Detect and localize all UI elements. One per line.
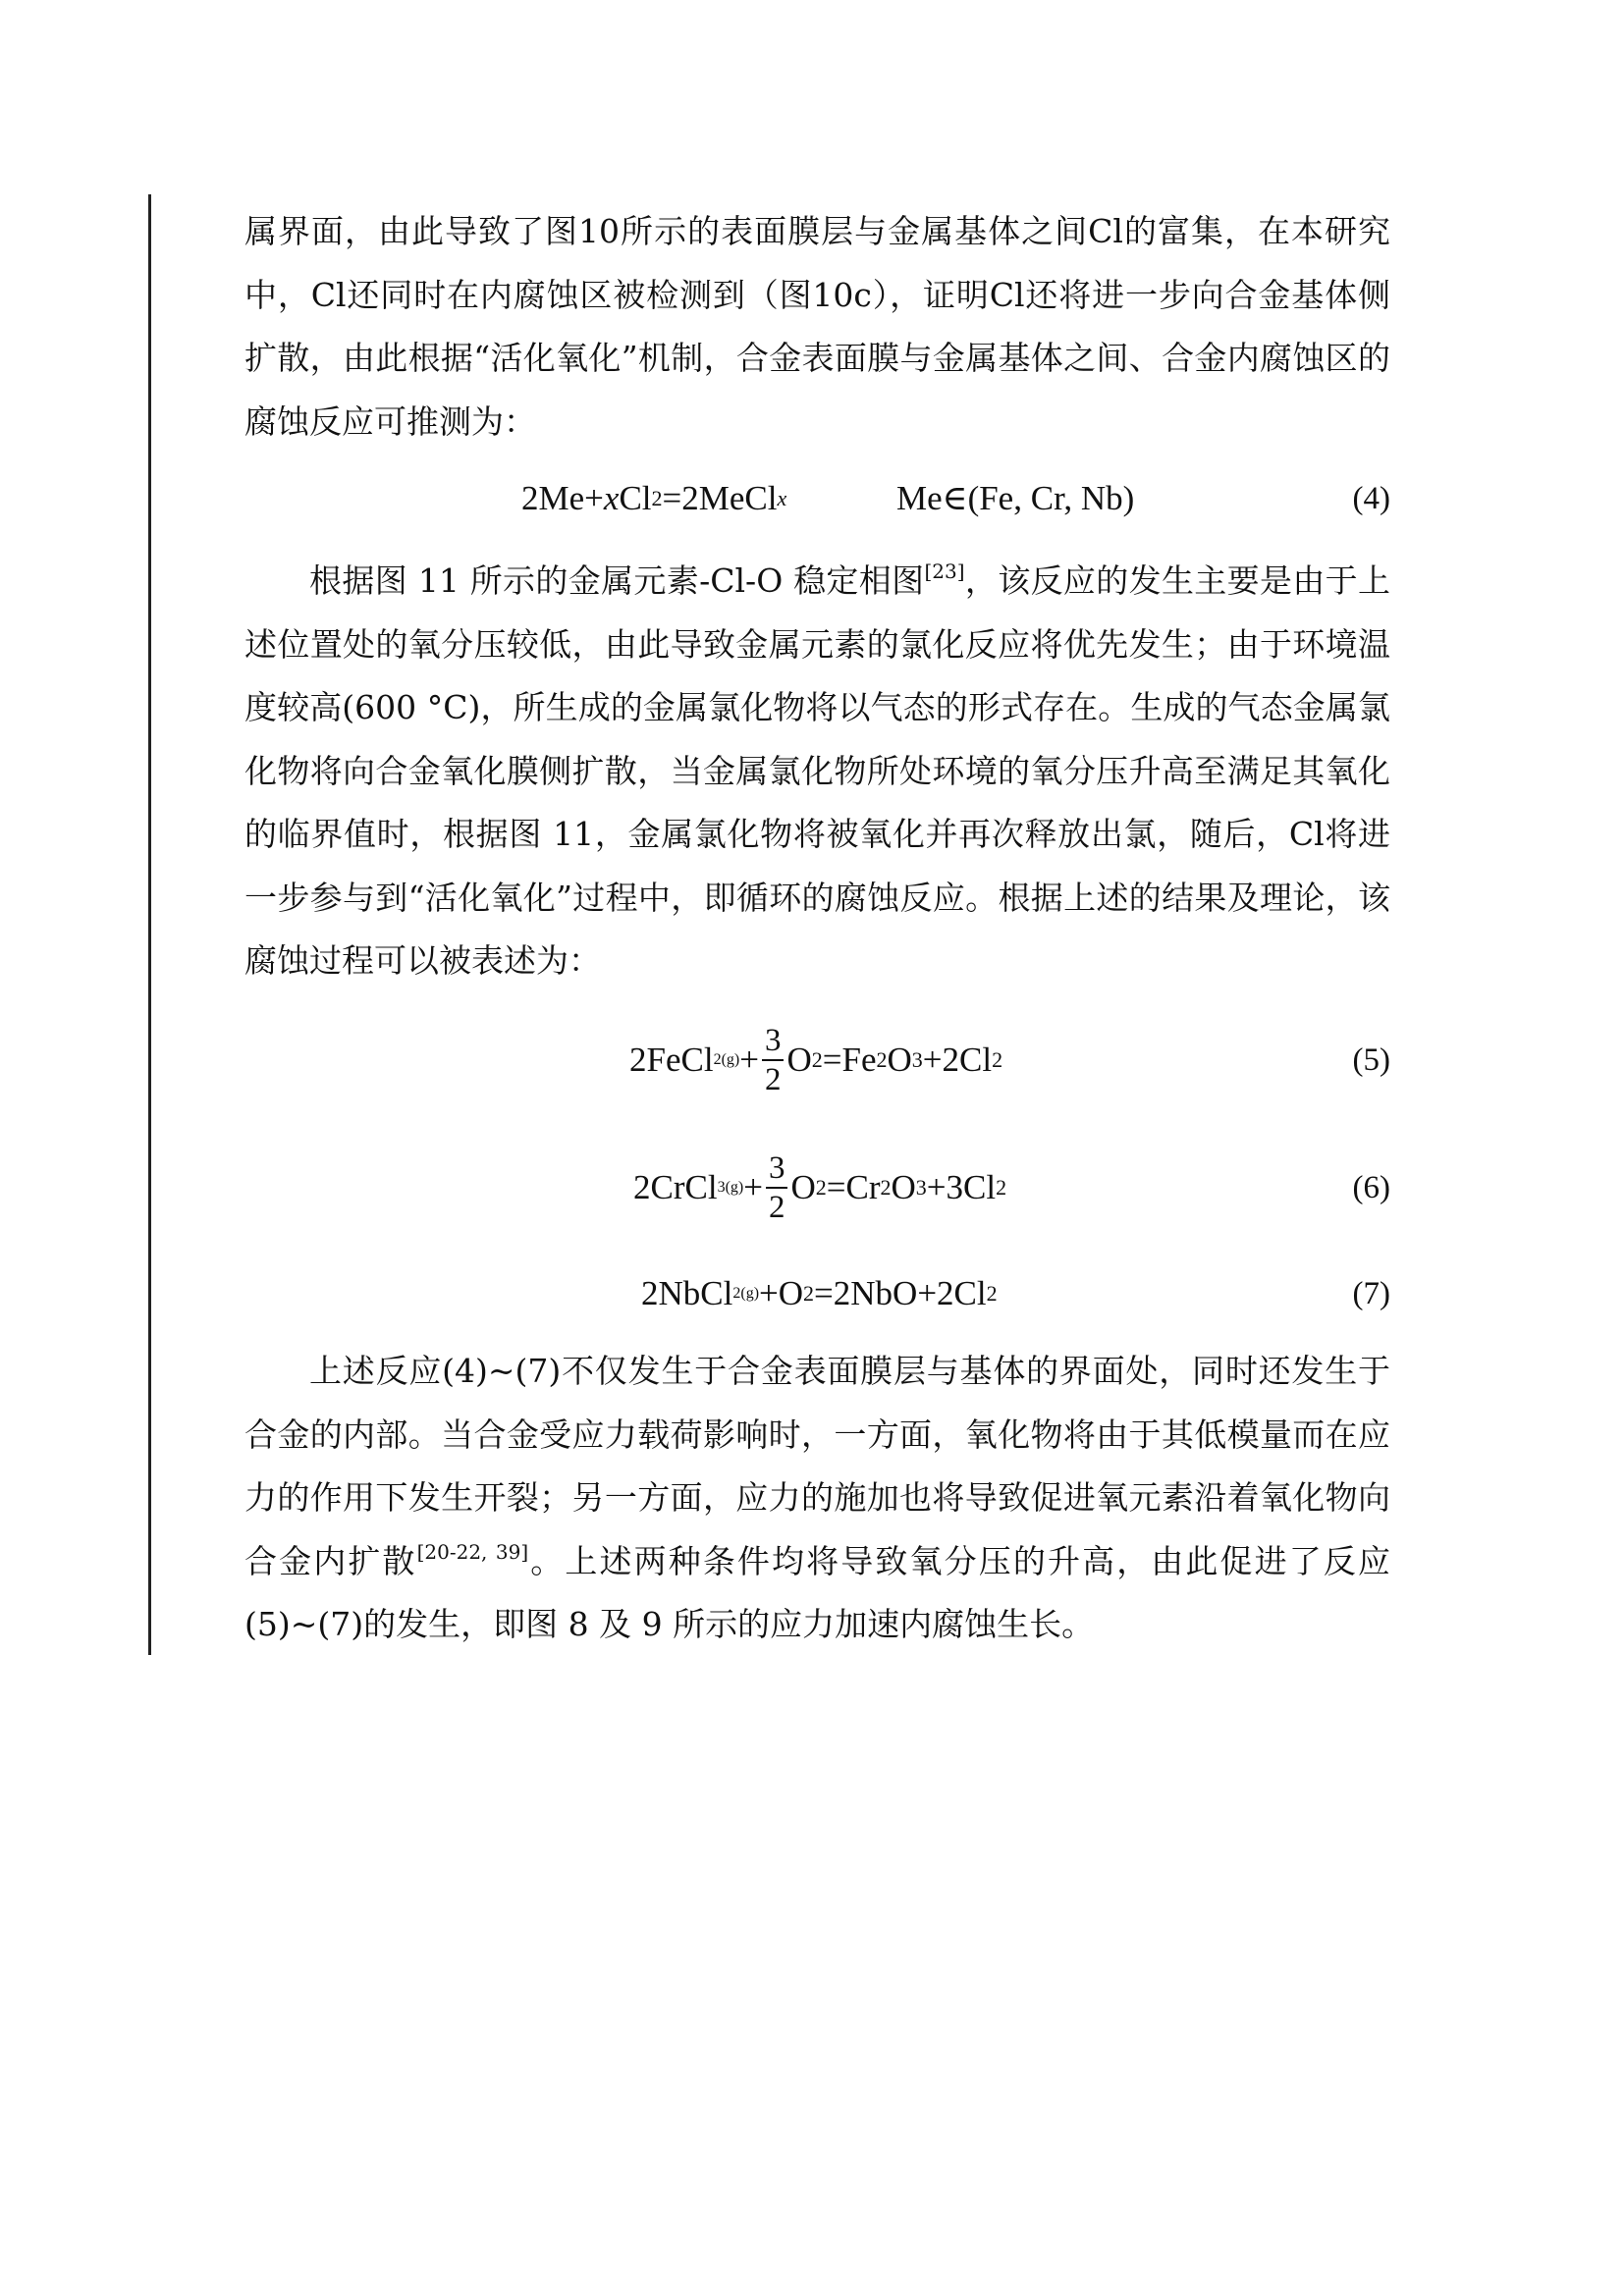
equation-6 bbox=[244, 1148, 1390, 1227]
equation-7-body: 2NbCl 2(g) +O 2 =2NbO+2Cl 2 bbox=[641, 1274, 998, 1312]
eq4-cl: Cl bbox=[619, 479, 652, 517]
eq6-fraction: $\frac{3}{2}$ bbox=[766, 1149, 788, 1226]
equation-4-condition bbox=[896, 459, 1134, 538]
paragraph-1-text: 属界面，由此导致了图10所示的表面膜层与金属基体之间Cl的富集，在本研究中，Cl还同时在内腐蚀区被检测到（图10c），证明Cl还将进一步向合金基体侧扩散，由此根据“活化氧化”机制，合金表面膜与金属基体之间、合金内腐蚀区的腐蚀反应可推测为： bbox=[244, 212, 1390, 441]
eq6-o: O bbox=[790, 1168, 816, 1206]
citation-23: [23] bbox=[924, 560, 965, 583]
eq5-cl: +2Cl bbox=[922, 1041, 993, 1079]
eq4-x: x bbox=[603, 479, 620, 517]
revision-bar bbox=[148, 194, 151, 1655]
paragraph-2-text-b: ，该反应的发生主要是由于上述位置处的氧分压较低，由此导致金属元素的氯化反应将优先发生；由于环境温度较高(600 °C)，所生成的金属氯化物将以气态的形式存在。生成的气态金属氯化物将向合金氧化膜侧扩散，当金属氯化物所处环境的氧分压升高至满足其氧化的临界值时，根据图 11，金属氯化物将被氧化并再次释放出氯，随后，Cl将进一步参与到“活化氧化”过程中，即循环的腐蚀反应。根据上述的结果及理论，该腐蚀过程可以被表述为： bbox=[244, 561, 1390, 980]
equation-6-body: 2CrCl 3(g) + $\frac{3}{2}$ O 2 =Cr 2 O 3 +3Cl 2 bbox=[633, 1150, 1007, 1225]
equation-7 bbox=[244, 1255, 1390, 1333]
paragraph-3 bbox=[244, 1340, 1390, 1657]
eq7-nbo: =2NbO+2Cl bbox=[814, 1274, 987, 1312]
citation-20-22-39: [20-22, 39] bbox=[416, 1539, 529, 1564]
equation-5-number: (5) bbox=[1352, 1041, 1390, 1078]
equation-6-number: (6) bbox=[1352, 1169, 1390, 1205]
paragraph-3-text-a: 上述反应(4)~(7)不仅发生于合金表面膜层与基体的界面处，同时还发生于合金的内部。当合金受应力载荷影响时，一方面，氧化物将由于其低模量而在应力的作用下发生开裂；另一方面，应力的施加也将导致促进氧元素沿着氧化物向合金内扩散 bbox=[244, 1352, 1390, 1580]
eq6-cr: =Cr bbox=[826, 1168, 881, 1206]
eq5-plus: + bbox=[739, 1041, 759, 1079]
equation-4-body: 2Me+ x Cl 2 =2MeCl x bbox=[521, 479, 787, 517]
equation-4 bbox=[244, 459, 1390, 538]
eq4-condition: Me∈(Fe, Cr, Nb) bbox=[896, 479, 1135, 517]
eq4-rhs: =2MeCl bbox=[662, 479, 778, 517]
eq7-plus-o: +O bbox=[759, 1274, 804, 1312]
equation-5-body: 2FeCl 2(g) + $\frac{3}{2}$ O 2 =Fe 2 O 3 +2Cl 2 bbox=[629, 1023, 1003, 1097]
eq6-cl: +3Cl bbox=[926, 1168, 997, 1206]
eq5-fraction: $\frac{3}{2}$ bbox=[762, 1022, 785, 1098]
equation-7-number: (7) bbox=[1352, 1275, 1390, 1311]
equation-4-number: (4) bbox=[1352, 480, 1390, 516]
paragraph-2 bbox=[244, 550, 1390, 993]
eq4-lhs: 2Me+ bbox=[521, 479, 604, 517]
paragraph-3-text-b: 。上述两种条件均将导致氧分压的升高，由此促进了反应(5)~(7)的发生，即图 8 及 9 所示的应力加速内腐蚀生长。 bbox=[244, 1541, 1390, 1643]
equation-5 bbox=[244, 1021, 1390, 1099]
eq7-nbcl: 2NbCl bbox=[641, 1274, 733, 1312]
paragraph-2-text-a: 根据图 11 所示的金属元素-Cl-O 稳定相图 bbox=[309, 561, 925, 600]
eq5-o: O bbox=[786, 1041, 812, 1079]
paragraph-1 bbox=[244, 200, 1390, 454]
eq5-fecl: 2FeCl bbox=[629, 1041, 714, 1079]
eq6-crcl: 2CrCl bbox=[633, 1168, 718, 1206]
eq6-plus: + bbox=[743, 1168, 763, 1206]
eq5-fe: =Fe bbox=[822, 1041, 877, 1079]
